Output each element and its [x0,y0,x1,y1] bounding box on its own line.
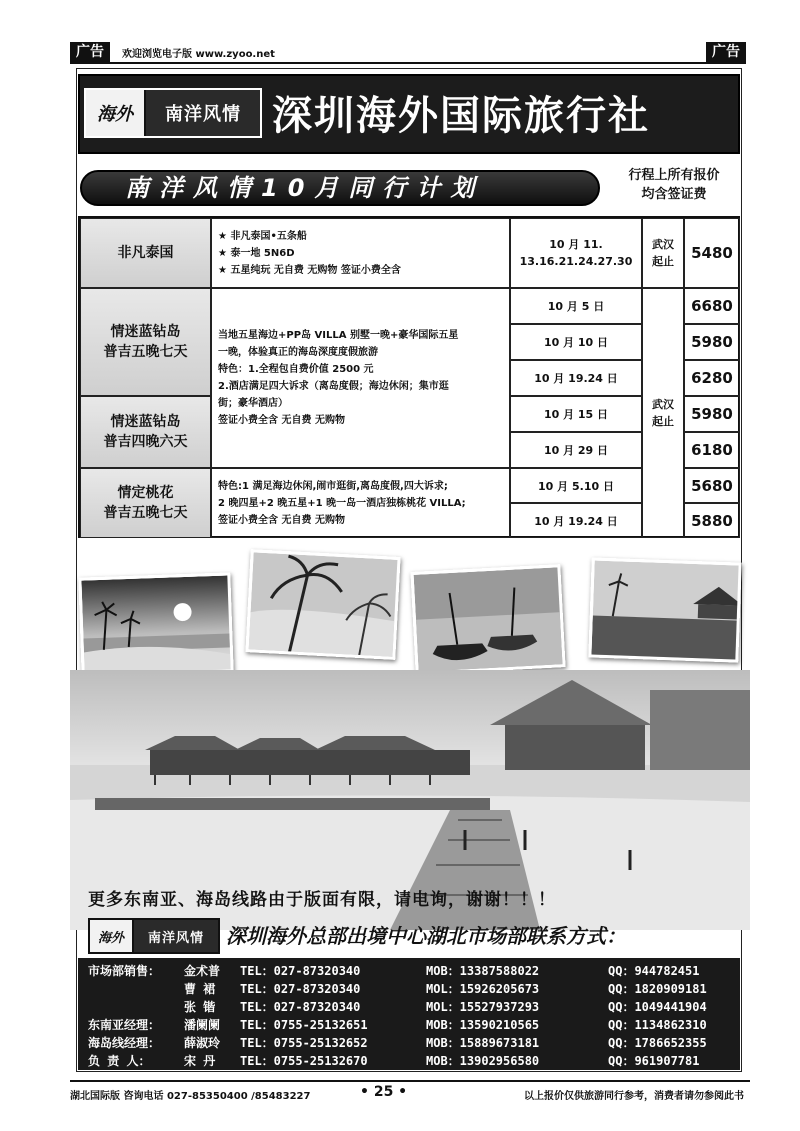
contact-mobile: MOB：13387588022 [426,964,540,978]
date-cell: 10 月 19.24 日 [510,360,642,396]
contact-mobile: MOL：15926205673 [426,982,540,996]
city-line: 起止 [652,415,674,428]
feature-line: ★ 泰一地 5N6D [218,247,295,259]
brand-logo [84,88,262,138]
feature-thailand [211,218,510,288]
price-cell: 5480 [684,218,740,288]
contact-mobile: MOB：15889673181 [426,1036,540,1050]
feature-line: 签证小费全含 无自费 无购物 [218,514,345,526]
footer-disclaimer: 以上报价仅供旅游同行参考，消费者请勿参阅此书 [524,1091,744,1102]
logo-part1: 海外 [90,920,134,952]
contact-mobile: MOL：15527937293 [426,1000,540,1014]
contact-tel: TEL：0755-25132651 [240,1018,368,1032]
dest-line: 普吉四晚六天 [103,434,188,450]
date-cell: 10 月 29 日 [510,432,642,468]
date-cell: 10 月 5 日 [510,288,642,324]
logo-part2: 南洋风情 [146,90,260,136]
contact-name: 宋 丹 [184,1054,216,1068]
plan-title: 南洋风情10月同行计划 [125,174,485,202]
contact-qq: QQ：1134862310 [608,1018,707,1032]
feature-line: 签证小费全含 无自费 无购物 [218,415,345,426]
price-cell: 5680 [684,468,740,503]
feature-line: 特色:1 满足海边休闲,闹市逛街,离岛度假,四大诉求; [218,480,448,492]
feature-line: 一晚，体验真正的海岛深度度假旅游 [218,347,378,358]
contact-title: 深圳海外总部出境中心湖北市场部联系方式： [226,924,626,948]
date-line: 10 月 11. [549,238,603,251]
contact-list [78,958,740,1070]
city-line: 武汉 [652,238,674,251]
contact-name: 金术普 [184,964,221,978]
departure-city [642,218,684,288]
dest-line: 情迷蓝钻岛 [110,324,181,340]
feature-line: 2 晚四星+2 晚五星+1 晚一岛一酒店独栋桃花 VILLA; [218,497,466,509]
logo-part1: 海外 [86,90,146,136]
price-cell: 6180 [684,432,740,468]
price-note-line1: 行程上所有报价 [628,168,720,183]
contact-role: 东南亚经理： [88,1018,161,1032]
dest-thailand-label: 非凡泰国 [117,245,174,261]
contact-name: 潘阑阑 [184,1018,221,1032]
feature-line: 特色：1.全程包自费价值 2500 元 [218,364,374,375]
page-footer [70,1080,750,1102]
dest-thailand [80,218,211,288]
date-cell: 10 月 19.24 日 [510,503,642,538]
feature-line: 街；豪华酒店） [218,398,288,409]
boats-photo [410,564,565,675]
footer-contact: 湖北国际版 咨询电话 027-85350400 /85483227 [70,1091,311,1102]
feature-line: ★ 五星纯玩 无自费 无购物 签证小费全含 [218,264,401,276]
dest-line: 普吉五晚七天 [103,505,188,521]
date-line: 13.16.21.24.27.30 [519,255,633,268]
contact-tel: TEL：027-87320340 [240,964,361,978]
dest-peach-blossom [80,468,211,538]
company-name: 深圳海外国际旅行社 [272,93,650,139]
dest-phuket-4n [80,396,211,468]
date-cell: 10 月 10 日 [510,324,642,360]
logo-part2: 南洋风情 [134,920,218,952]
contact-qq: QQ：1049441904 [608,1000,707,1014]
contact-mobile: MOB：13590210565 [426,1018,540,1032]
contact-name: 张 锴 [184,1000,216,1014]
contact-tel: TEL：0755-25132652 [240,1036,368,1050]
feature-phuket [211,288,510,468]
price-cell: 5980 [684,324,740,360]
palm-trees-photo [245,549,400,660]
welcome-text: 欢迎浏览电子版 www.zyoo.net [122,49,275,60]
price-cell: 5880 [684,503,740,538]
beach-sunset-photo [78,572,233,677]
top-header [70,42,746,64]
contact-qq: QQ：1786652355 [608,1036,707,1050]
dest-line: 情迷蓝钻岛 [110,414,181,430]
more-routes-text: 更多东南亚、海岛线路由于版面有限，请电询，谢谢！！！ [88,890,556,910]
price-note [604,166,744,204]
contact-role: 市场部销售： [88,964,161,978]
dest-line: 情定桃花 [117,485,174,501]
feature-line: 2.酒店满足四大诉求（离岛度假；海边休闲；集市逛 [218,381,449,392]
contact-logo [88,918,220,954]
contact-role: 海岛线经理： [88,1036,161,1050]
city-line: 起止 [652,255,674,268]
date-cell: 10 月 15 日 [510,396,642,432]
contact-qq: QQ：961907781 [608,1054,700,1068]
feature-line: ★ 非凡泰国•五条船 [218,230,307,242]
contact-qq: QQ：1820909181 [608,982,707,996]
page-number: • 25 • [360,1084,408,1100]
resort-pool-photo [588,557,741,662]
city-line: 武汉 [652,398,674,411]
price-cell: 5980 [684,396,740,432]
contact-role: 负 责 人： [88,1054,151,1068]
contact-qq: QQ：944782451 [608,964,700,978]
dest-phuket-5n [80,288,211,396]
date-cell: 10 月 5.10 日 [510,468,642,503]
tour-schedule-table [78,216,740,538]
price-note-line2: 均含签证费 [641,187,707,202]
feature-line: 当地五星海边+PP岛 VILLA 别墅一晚+豪华国际五星 [218,330,459,341]
contact-tel: TEL：027-87320340 [240,1000,361,1014]
contact-tel: TEL：0755-25132670 [240,1054,368,1068]
price-cell: 6680 [684,288,740,324]
ad-tag-left: 广告 [70,42,110,62]
ad-tag-right: 广告 [706,42,746,62]
dest-line: 普吉五晚七天 [103,344,188,360]
contact-name: 曹 裙 [184,982,216,996]
feature-peach-blossom [211,468,510,538]
contact-name: 薛淑玲 [184,1036,221,1050]
contact-mobile: MOB：13902956580 [426,1054,540,1068]
date-thailand [510,218,642,288]
price-cell: 6280 [684,360,740,396]
departure-city [642,288,684,538]
contact-tel: TEL：027-87320340 [240,982,361,996]
